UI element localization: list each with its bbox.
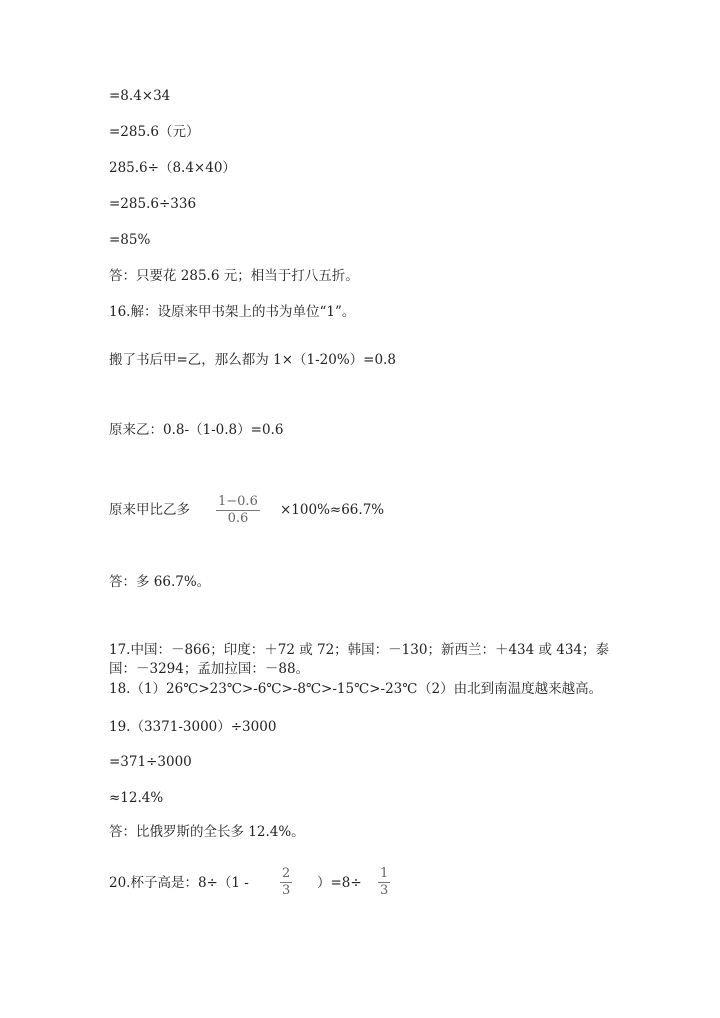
answer-19: 答：比俄罗斯的全长多 12.4%。 bbox=[109, 824, 305, 840]
calc-line-2: =285.6（元） bbox=[109, 124, 200, 140]
solution-16-step-3-result: ×100%≈66.7% bbox=[280, 502, 385, 518]
solution-16-step-2: 原来乙：0.8-（1-0.8）=0.6 bbox=[109, 422, 284, 438]
fraction-numerator: 1−0.6 bbox=[218, 494, 258, 509]
solution-18-part-2: （2）由北到南温度越来越高。 bbox=[418, 681, 603, 697]
calc-line-5: =85% bbox=[109, 232, 151, 248]
solution-18-part-1: 18.（1）26℃>23℃>-6℃>-8℃>-15℃>-23℃ bbox=[109, 681, 418, 697]
solution-17: 17.中国：－866；印度：＋72 或 72；韩国：－130；新西兰：＋434 或 434；泰国：－3294；孟加拉国：－88。 bbox=[109, 642, 610, 677]
solution-19-step-1: 19.（3371-3000）÷3000 bbox=[109, 719, 277, 735]
fraction-2-over-3 bbox=[280, 867, 292, 898]
solution-19-step-2: =371÷3000 bbox=[109, 754, 192, 770]
fraction-numerator: 2 bbox=[282, 866, 291, 881]
fraction-1-over-3 bbox=[378, 867, 390, 898]
fraction-1-minus-0-6-over-0-6 bbox=[216, 495, 260, 526]
solution-16-heading: 16.解：设原来甲书架上的书为单位“1”。 bbox=[109, 304, 356, 320]
fraction-denominator: 3 bbox=[282, 883, 291, 898]
solution-20-part-1: 20.杯子高是：8÷（1 - bbox=[109, 875, 249, 891]
solution-20-part-2: ）=8÷ bbox=[317, 875, 362, 891]
calc-line-1: =8.4×34 bbox=[109, 88, 171, 104]
answer-16: 答：多 66.7%。 bbox=[109, 574, 211, 590]
answer-15: 答：只要花 285.6 元；相当于打八五折。 bbox=[109, 268, 359, 284]
fraction-denominator: 0.6 bbox=[227, 511, 249, 526]
calc-line-4: =285.6÷336 bbox=[109, 196, 197, 212]
solution-19-step-3: ≈12.4% bbox=[109, 790, 164, 806]
fraction-numerator: 1 bbox=[380, 866, 389, 881]
solution-16-step-1: 搬了书后甲=乙，那么都为 1×（1-20%）=0.8 bbox=[109, 352, 396, 368]
calc-line-3: 285.6÷（8.4×40） bbox=[109, 160, 236, 176]
solution-16-step-3-label: 原来甲比乙多 bbox=[109, 502, 190, 518]
fraction-denominator: 3 bbox=[380, 883, 389, 898]
